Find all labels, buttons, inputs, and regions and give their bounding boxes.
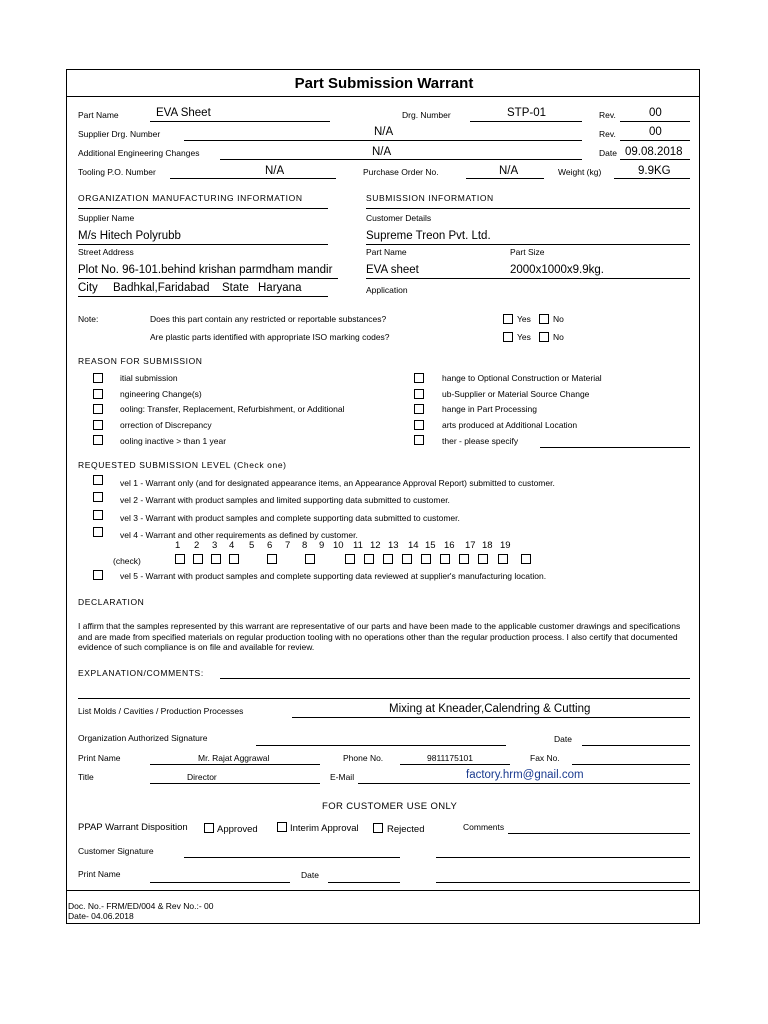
cust-extra-line [436, 882, 690, 883]
requirement-checkbox-14[interactable] [421, 554, 431, 564]
title-line [150, 783, 320, 784]
level4-label: vel 4 - Warrant and other requirements as defined by customer. [120, 530, 358, 540]
tooling-po-value[interactable]: N/A [265, 165, 285, 177]
reason-right-label-0: hange to Optional Construction or Material [442, 373, 602, 383]
drg-number-line [470, 121, 582, 122]
drg-number-value[interactable]: STP-01 [507, 107, 546, 119]
phone-value[interactable]: 9811175101 [427, 753, 474, 763]
print-name-label: Print Name [78, 753, 121, 763]
check-label: (check) [113, 556, 141, 566]
cust-print-name-label: Print Name [78, 869, 121, 879]
requirement-checkbox-13[interactable] [402, 554, 412, 564]
declaration-heading: DECLARATION [78, 597, 145, 607]
part-line [366, 278, 690, 279]
rev2-line [620, 140, 690, 141]
reason-left-checkbox-3[interactable] [93, 420, 103, 430]
reason-right-checkbox-1[interactable] [414, 389, 424, 399]
declaration-text: I affirm that the samples represented by this warrant are representative of our parts and have been made to the applicable customer drawings and specifications and are made from specified materials on regular production tooling with no operations other than the regular production process. I also certify that documented evidence of such compliance is on file and available for review. [78, 621, 681, 652]
requirement-checkbox-4[interactable] [229, 554, 239, 564]
sub-part-name-label: Part Name [366, 247, 407, 257]
customer-signature-label: Customer Signature [78, 846, 154, 856]
purchase-order-value[interactable]: N/A [499, 165, 519, 177]
supplier-drg-line [184, 140, 582, 141]
customer-use-heading: FOR CUSTOMER USE ONLY [322, 801, 458, 812]
requirement-checkbox-19[interactable] [521, 554, 531, 564]
requirement-checkbox-2[interactable] [193, 554, 203, 564]
part-name-label: Part Name [78, 110, 119, 120]
footer-divider [66, 890, 700, 891]
part-name-line [150, 121, 330, 122]
form-title: Part Submission Warrant [294, 75, 474, 92]
reason-left-label-1: ngineering Change(s) [120, 389, 202, 399]
requirement-checkbox-8[interactable] [305, 554, 315, 564]
weight-line [614, 178, 690, 179]
requirement-number-18: 18 [482, 540, 493, 551]
title-divider [66, 96, 700, 97]
print-name-value[interactable]: Mr. Rajat Aggrawal [198, 753, 270, 763]
reason-heading: REASON FOR SUBMISSION [78, 356, 203, 366]
requirement-checkbox-16[interactable] [459, 554, 469, 564]
requirement-number-2: 2 [194, 540, 200, 551]
requirement-number-8: 8 [302, 540, 308, 551]
comments-line [508, 833, 690, 834]
level5-checkbox[interactable] [93, 570, 103, 580]
org-heading: ORGANIZATION MANUFACTURING INFORMATION [78, 193, 303, 203]
purchase-order-label: Purchase Order No. [363, 167, 439, 177]
comments-label: Comments [463, 822, 505, 832]
requirement-number-19: 19 [500, 540, 511, 551]
requirement-number-6: 6 [267, 540, 273, 551]
customer-comments-line-2 [436, 857, 690, 858]
phone-line [400, 764, 510, 765]
reason-right-checkbox-4[interactable] [414, 435, 424, 445]
city-line [78, 296, 328, 297]
requirement-checkbox-17[interactable] [478, 554, 488, 564]
street-value[interactable]: Plot No. 96-101.behind krishan parmdham mandir [78, 264, 333, 276]
part-name-value[interactable]: EVA Sheet [156, 107, 211, 119]
city-label: City [78, 282, 98, 294]
approved-checkbox[interactable] [204, 823, 214, 833]
reason-left-checkbox-0[interactable] [93, 373, 103, 383]
footer-date: Date- 04.06.2018 [68, 911, 134, 921]
title-label: Title [78, 772, 94, 782]
requirement-checkbox-11[interactable] [364, 554, 374, 564]
cust-date-label: Date [301, 870, 319, 880]
requirement-number-17: 17 [465, 540, 476, 551]
org-heading-line [78, 208, 328, 209]
reason-right-checkbox-0[interactable] [414, 373, 424, 383]
reason-left-checkbox-4[interactable] [93, 435, 103, 445]
auth-date-label: Date [554, 734, 572, 744]
email-value[interactable]: factory.hrm@gnail.com [466, 769, 584, 781]
requirement-number-9: 9 [319, 540, 325, 551]
requirement-checkbox-6[interactable] [267, 554, 277, 564]
requirement-checkbox-18[interactable] [498, 554, 508, 564]
requirement-checkbox-12[interactable] [383, 554, 393, 564]
q1-yes-checkbox[interactable] [503, 314, 513, 324]
requirement-checkbox-15[interactable] [440, 554, 450, 564]
email-label: E-Mail [330, 772, 355, 782]
level3-checkbox[interactable] [93, 510, 103, 520]
molds-label: List Molds / Cavities / Production Processes [78, 706, 244, 716]
auth-date-line [582, 745, 690, 746]
reason-right-label-4: ther - please specify [442, 436, 519, 446]
rev2-label: Rev. [599, 129, 616, 139]
level3-label: vel 3 - Warrant with product samples and complete supporting data submitted to customer. [120, 513, 460, 523]
level2-checkbox[interactable] [93, 492, 103, 502]
supplier-name-label: Supplier Name [78, 213, 135, 223]
interim-checkbox[interactable] [277, 822, 287, 832]
requirement-number-14: 14 [408, 540, 419, 551]
tooling-po-line [170, 178, 336, 179]
q1-no-label: No [553, 314, 564, 324]
reason-left-checkbox-1[interactable] [93, 389, 103, 399]
requirement-number-12: 12 [370, 540, 381, 551]
other-specify-line [540, 447, 690, 448]
phone-label: Phone No. [343, 753, 384, 763]
level1-checkbox[interactable] [93, 475, 103, 485]
reason-right-checkbox-2[interactable] [414, 404, 424, 414]
purchase-order-line [466, 178, 544, 179]
note-q1: Does this part contain any restricted or reportable substances? [150, 314, 387, 324]
date-value[interactable]: 09.08.2018 [625, 146, 683, 158]
q1-yes-label: Yes [517, 314, 531, 324]
ppap-label: PPAP Warrant Disposition [78, 822, 188, 833]
customer-value[interactable]: Supreme Treon Pvt. Ltd. [366, 230, 491, 242]
level4-checkbox[interactable] [93, 527, 103, 537]
level2-label: vel 2 - Warrant with product samples and limited supporting data submitted to customer. [120, 495, 450, 505]
part-size-value[interactable]: 2000x1000x9.9kg. [510, 264, 604, 276]
weight-label: Weight (kg) [558, 167, 602, 177]
molds-line [292, 717, 690, 718]
explanation-line-2 [78, 698, 690, 699]
rev-label: Rev. [599, 110, 616, 120]
approved-label: Approved [217, 824, 258, 835]
q1-no-checkbox[interactable] [539, 314, 549, 324]
reason-left-label-2: ooling: Transfer, Replacement, Refurbishment, or Additional [120, 404, 345, 414]
cust-print-name-line [150, 882, 290, 883]
street-line [78, 278, 338, 279]
additional-changes-value[interactable]: N/A [372, 146, 392, 158]
requirement-number-7: 7 [285, 540, 291, 551]
date-line [620, 159, 690, 160]
requirement-number-13: 13 [388, 540, 399, 551]
sub-part-name-value[interactable]: EVA sheet [366, 264, 419, 276]
street-label: Street Address [78, 247, 134, 257]
reason-right-label-2: hange in Part Processing [442, 404, 537, 414]
customer-signature-line [184, 857, 400, 858]
fax-line [572, 764, 690, 765]
supplier-drg-value[interactable]: N/A [374, 126, 394, 138]
fax-label: Fax No. [530, 753, 560, 763]
state-label: State [222, 282, 249, 294]
requirement-checkbox-10[interactable] [345, 554, 355, 564]
requirement-number-11: 11 [353, 540, 363, 551]
title-value[interactable]: Director [187, 772, 217, 782]
footer-doc-no: Doc. No.- FRM/ED/004 & Rev No.:- 00 [68, 901, 214, 911]
reason-right-label-1: ub-Supplier or Material Source Change [442, 389, 590, 399]
drg-number-label: Drg. Number [402, 110, 451, 120]
reason-left-label-0: itial submission [120, 373, 178, 383]
weight-value[interactable]: 9.9KG [638, 165, 671, 177]
rejected-label: Rejected [387, 824, 425, 835]
auth-signature-label: Organization Authorized Signature [78, 733, 208, 743]
requirement-number-10: 10 [333, 540, 344, 551]
reason-right-checkbox-3[interactable] [414, 420, 424, 430]
explanation-heading: EXPLANATION/COMMENTS: [78, 668, 204, 678]
email-line [358, 783, 690, 784]
cust-date-line [328, 882, 400, 883]
requirement-checkbox-3[interactable] [211, 554, 221, 564]
rev-line [620, 121, 690, 122]
additional-changes-label: Additional Engineering Changes [78, 148, 200, 158]
q2-no-checkbox[interactable] [539, 332, 549, 342]
level-heading: REQUESTED SUBMISSION LEVEL (Check one) [78, 460, 287, 470]
state-value[interactable]: Haryana [258, 282, 302, 294]
q2-yes-label: Yes [517, 332, 531, 342]
q2-no-label: No [553, 332, 564, 342]
city-value[interactable]: Badhkal,Faridabad [113, 282, 210, 294]
supplier-name-line [78, 244, 328, 245]
reason-right-label-3: arts produced at Additional Location [442, 420, 578, 430]
reason-left-checkbox-2[interactable] [93, 404, 103, 414]
tooling-po-label: Tooling P.O. Number [78, 167, 156, 177]
application-label: Application [366, 285, 408, 295]
note-q2: Are plastic parts identified with appropriate ISO marking codes? [150, 332, 390, 342]
interim-label: Interim Approval [290, 823, 359, 834]
requirement-number-4: 4 [229, 540, 235, 551]
rejected-checkbox[interactable] [373, 823, 383, 833]
requirement-number-16: 16 [444, 540, 455, 551]
part-size-label: Part Size [510, 247, 545, 257]
explanation-line-1 [220, 678, 690, 679]
note-label: Note: [78, 314, 99, 324]
supplier-name-value[interactable]: M/s Hitech Polyrubb [78, 230, 181, 242]
supplier-drg-label: Supplier Drg. Number [78, 129, 161, 139]
reason-left-label-3: orrection of Discrepancy [120, 420, 212, 430]
q2-yes-checkbox[interactable] [503, 332, 513, 342]
level5-label: vel 5 - Warrant with product samples and complete supporting data reviewed at supplier's manufacturing location. [120, 571, 547, 581]
requirement-number-15: 15 [425, 540, 436, 551]
submission-heading-line [366, 208, 690, 209]
submission-heading: SUBMISSION INFORMATION [366, 193, 494, 203]
customer-line [366, 244, 690, 245]
date-label: Date [599, 148, 617, 158]
requirement-number-3: 3 [212, 540, 218, 551]
customer-label: Customer Details [366, 213, 432, 223]
molds-value[interactable]: Mixing at Kneader,Calendring & Cutting [389, 703, 591, 715]
requirement-checkbox-1[interactable] [175, 554, 185, 564]
print-name-line [150, 764, 320, 765]
requirement-number-1: 1 [175, 540, 181, 551]
rev2-value[interactable]: 00 [649, 126, 662, 138]
rev-value[interactable]: 00 [649, 107, 662, 119]
level1-label: vel 1 - Warrant only (and for designated appearance items, an Appearance Approval Report) submitted to customer. [120, 478, 555, 488]
requirement-number-5: 5 [249, 540, 255, 551]
additional-changes-line [220, 159, 582, 160]
reason-left-label-4: ooling inactive > than 1 year [120, 436, 227, 446]
auth-signature-line [256, 745, 506, 746]
